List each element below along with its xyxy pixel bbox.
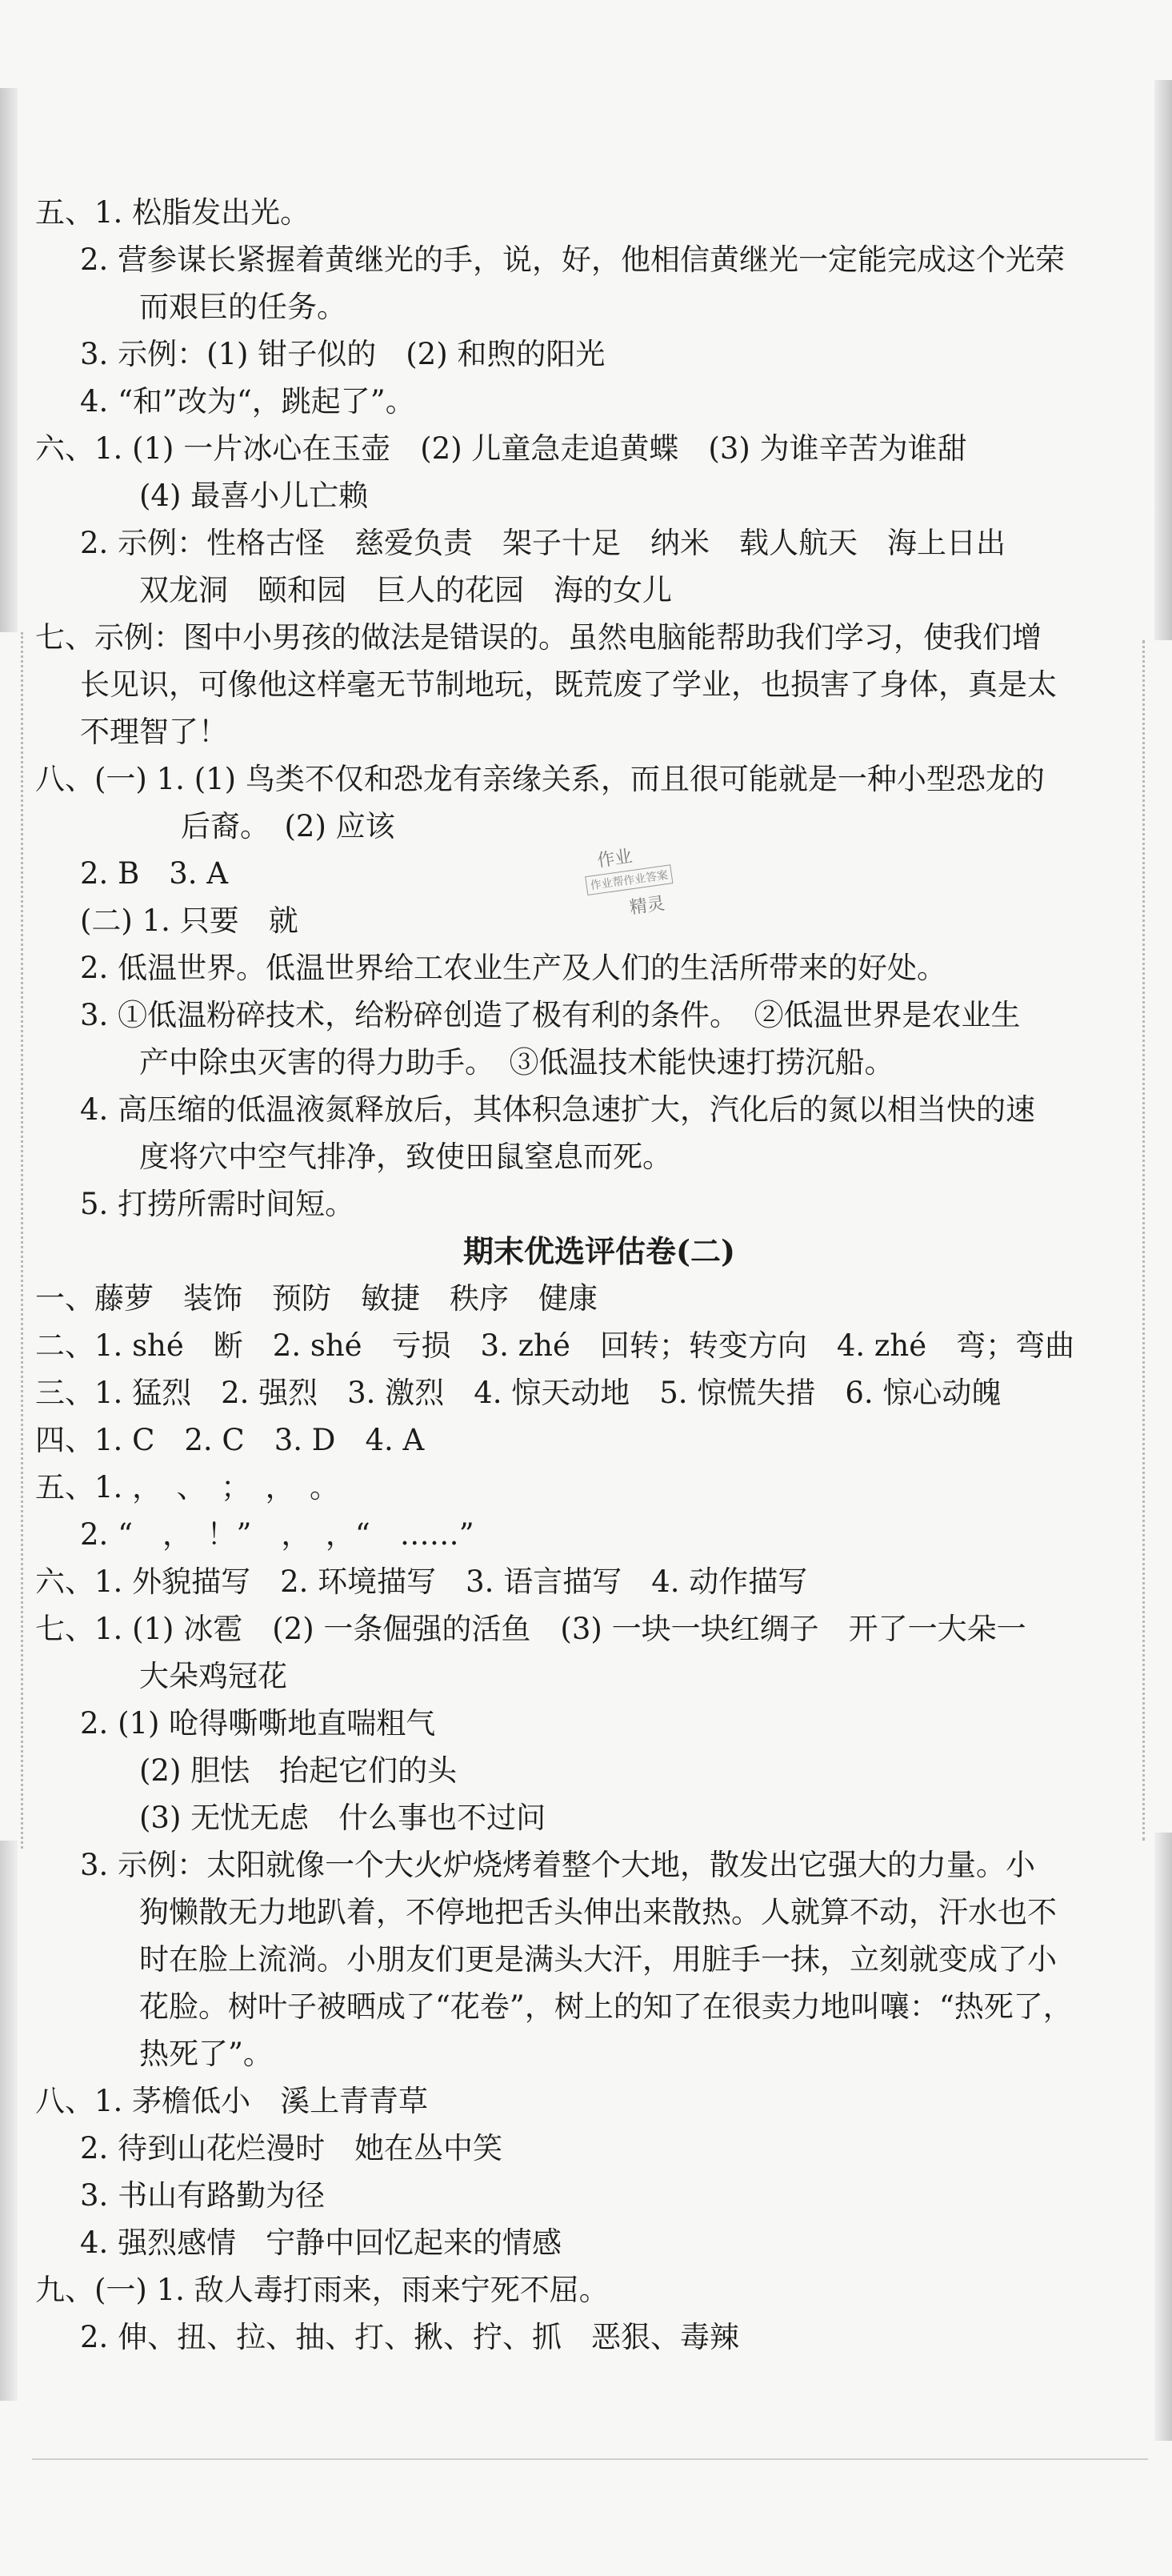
answer-line: 八、1. 茅檐低小 溪上青青草 (35, 2084, 429, 2118)
answer-line: 而艰巨的任务。 (139, 290, 346, 324)
binding-dash-right (1142, 640, 1145, 1841)
answer-line: 后裔。 (2) 应该 (181, 809, 395, 843)
answer-line: 双龙洞 颐和园 巨人的花园 海的女儿 (139, 573, 672, 607)
answer-line: 八、(一) 1. (1) 鸟类不仅和恐龙有亲缘关系，而且很可能就是一种小型恐龙的 (35, 762, 1045, 796)
answer-line: 3. ①低温粉碎技术，给粉碎创造了极有利的条件。 ②低温世界是农业生 (80, 998, 1021, 1032)
answer-line: 不理智了！ (80, 715, 228, 749)
answer-line: 热死了”。 (139, 2037, 273, 2071)
answer-line: 2. 示例：性格古怪 慈爱负责 架子十足 纳米 载人航天 海上日出 (80, 526, 1006, 560)
stamp-bottom-text: 精灵 (628, 893, 666, 919)
answer-line: 九、(一) 1. 敌人毒打雨来，雨来宁死不屈。 (35, 2273, 609, 2307)
answer-line: 2. 待到山花烂漫时 她在丛中笑 (80, 2131, 503, 2165)
answer-line: 2. (1) 呛得嘶嘶地直喘粗气 (80, 1706, 436, 1741)
answer-line: 3. 示例：(1) 钳子似的 (2) 和煦的阳光 (80, 337, 606, 371)
answers-part-1 (35, 189, 1131, 1228)
answer-line: (3) 无忧无虑 什么事也不过问 (139, 1801, 546, 1835)
answer-line: 五、1. ， 、 ； ， 。 (35, 1470, 340, 1504)
answer-line: (4) 最喜小儿亡赖 (139, 479, 369, 513)
answer-line: 2. “ ， ！” ， ，“ ……” (80, 1517, 474, 1552)
answer-line: 2. B 3. A (80, 856, 229, 891)
answer-line: 度将穴中空气排净，致使田鼠窒息而死。 (139, 1140, 672, 1174)
answer-line: 三、1. 猛烈 2. 强烈 3. 激烈 4. 惊天动地 5. 惊慌失措 6. 惊心动魄 (35, 1376, 1002, 1410)
answer-line: 二、1. shé 断 2. shé 亏损 3. zhé 回转；转变方向 4. zhé 弯；弯曲 (35, 1328, 1075, 1363)
stamp-mid-text: 作业帮作业答案 (585, 864, 673, 895)
answer-line: 狗懒散无力地趴着，不停地把舌头伸出来散热。人就算不动，汗水也不 (139, 1895, 1057, 1929)
answers-part-2 (35, 1275, 1131, 2361)
answer-line: 3. 书山有路勤为径 (80, 2178, 326, 2213)
answer-line: 2. 伸、扭、拉、抽、打、揪、拧、抓 恶狠、毒辣 (80, 2320, 740, 2354)
answer-line: (二) 1. 只要 就 (80, 903, 298, 938)
answer-line: 大朵鸡冠花 (139, 1659, 287, 1693)
answer-content (35, 189, 1131, 2361)
page-shadow-right-lower (1154, 1833, 1172, 2441)
answer-line: 4. 强烈感情 宁静中回忆起来的情感 (80, 2225, 562, 2260)
page-shadow-left (0, 88, 18, 632)
page-shadow-right (1154, 80, 1172, 640)
answer-line: 六、1. 外貌描写 2. 环境描写 3. 语言描写 4. 动作描写 (35, 1564, 808, 1599)
page-shadow-left-lower (0, 1841, 18, 2401)
answer-line: (2) 胆怯 抬起它们的头 (139, 1753, 458, 1788)
answer-line: 长见识，可像他这样毫无节制地玩，既荒废了学业，也损害了身体，真是太 (80, 667, 1057, 702)
answer-line: 2. 营参谋长紧握着黄继光的手，说，好，他相信黄继光一定能完成这个光荣 (80, 242, 1066, 277)
answer-line: 4. 高压缩的低温液氮释放后，其体积急速扩大，汽化后的氮以相当快的速 (80, 1092, 1036, 1127)
bottom-rule (32, 2458, 1148, 2460)
answer-line: 四、1. C 2. C 3. D 4. A (35, 1423, 425, 1457)
section-title: 期末优选评估卷(二) (463, 1233, 735, 1269)
binding-dash-left (21, 632, 23, 1849)
answer-line: 一、藤萝 装饰 预防 敏捷 秩序 健康 (35, 1281, 598, 1316)
stamp-top-text: 作业 (595, 846, 634, 871)
watermark-stamp (574, 834, 706, 944)
answer-line: 2. 低温世界。低温世界给工农业生产及人们的生活所带来的好处。 (80, 951, 947, 985)
answer-line: 花脸。树叶子被晒成了“花卷”，树上的知了在很卖力地叫嚷：“热死了， (139, 1989, 1073, 2024)
answer-line: 七、示例：图中小男孩的做法是错误的。虽然电脑能帮助我们学习，使我们增 (35, 620, 1042, 655)
answer-line: 五、1. 松脂发出光。 (35, 195, 310, 230)
answer-line: 产中除虫灭害的得力助手。 ③低温技术能快速打捞沉船。 (139, 1045, 894, 1080)
answer-line: 5. 打捞所需时间短。 (80, 1187, 355, 1221)
answer-line: 七、1. (1) 冰雹 (2) 一条倔强的活鱼 (3) 一块一块红绸子 开了一大朵一 (35, 1612, 1026, 1646)
answer-line: 时在脸上流淌。小朋友们更是满头大汗，用脏手一抹，立刻就变成了小 (139, 1942, 1057, 1977)
answer-line: 六、1. (1) 一片冰心在玉壶 (2) 儿童急走追黄蝶 (3) 为谁辛苦为谁甜 (35, 431, 967, 466)
answer-line: 4. “和”改为“，跳起了”。 (80, 384, 415, 419)
answer-line: 3. 示例：太阳就像一个大火炉烧烤着整个大地，散发出它强大的力量。小 (80, 1848, 1036, 1882)
